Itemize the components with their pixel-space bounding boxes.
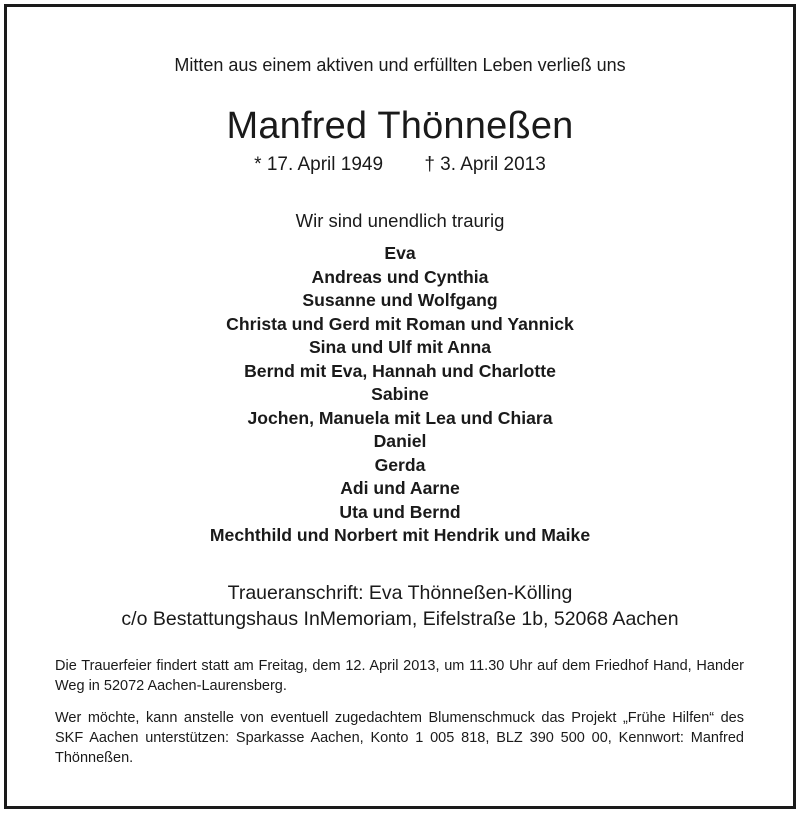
family-entry: Eva <box>384 243 416 263</box>
life-dates <box>0 153 800 177</box>
family-entry: Uta und Bernd <box>339 501 461 522</box>
family-entry: Daniel <box>373 431 427 451</box>
family-entry: Sabine <box>371 384 429 404</box>
mourning-address <box>0 580 800 632</box>
ceremony-info: Die Trauerfeier findert statt am Freitag, dem 12. April 2013, um 11.30 Uhr auf dem Friedhof Hand, Hander Weg in 52072 Aachen-Laurensberg. <box>55 658 744 694</box>
family-list <box>0 242 800 548</box>
deceased-name: Manfred Thönneßen <box>226 105 574 147</box>
family-entry: Andreas und Cynthia <box>311 266 489 287</box>
intro-line: Mitten aus einem aktiven und erfüllten Leben verließ uns <box>174 55 626 75</box>
family-entry: Mechthild und Norbert mit Hendrik und Maike <box>209 525 591 545</box>
death-date: † 3. April 2013 <box>424 154 546 175</box>
birth-date: * 17. April 1949 <box>254 154 384 175</box>
family-entry: Christa und Gerd mit Roman und Yannick <box>226 313 574 334</box>
family-entry: Adi und Aarne <box>340 478 460 498</box>
address-line: c/o Bestattungshaus InMemoriam, Eifelstraße 1b, 52068 Aachen <box>121 608 679 630</box>
family-entry: Susanne und Wolfgang <box>302 290 498 310</box>
family-entry: Gerda <box>374 454 426 475</box>
donation-info: Wer möchte, kann anstelle von eventuell zugedachtem Blumenschmuck das Projekt „Frühe Hilfen“ des SKF Aachen unterstützen: Sparkasse Aachen, Konto 1 005 818, BLZ 390 500 00, Kennwort: Manfred Thönneßen. <box>55 710 744 766</box>
address-line: Traueranschrift: Eva Thönneßen-Kölling <box>227 582 573 604</box>
family-entry: Bernd mit Eva, Hannah und Charlotte <box>244 360 556 381</box>
family-entry: Sina und Ulf mit Anna <box>308 337 492 357</box>
mourning-line: Wir sind unendlich traurig <box>295 210 505 231</box>
family-entry: Jochen, Manuela mit Lea und Chiara <box>247 407 553 428</box>
